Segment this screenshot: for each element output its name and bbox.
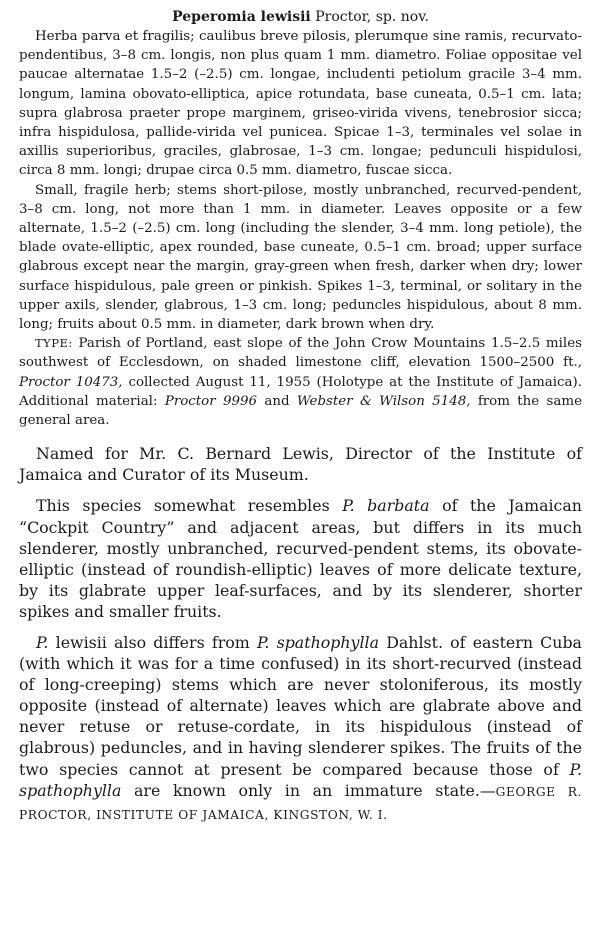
type-collector-2: Proctor 9996 — [164, 393, 258, 409]
final-species-3: P. spathophylla — [19, 759, 582, 800]
type-text-3: and — [264, 393, 290, 409]
latin-description: Herba parva et fragilis; caulibus breve pilosis, plerumque sine ramis, recurvato-pendentibus, 3–8 cm. longis, non plus quam 1 mm. diametro. Foliae oppositae vel paucae alternatae 1.5–2 (–2.5) cm. longae, includenti petiolum gracile 3–4 mm. longum, lamina obovato-elliptica, apice rotundata, base cuneata, 0.5–1 cm. lata; supra glabrosa praeter prope marginem, griseo-virida vivens, tenebrosior sicca; infra hispidulosa, pallide-virida vel punicea. Spicae 1–3, terminales vel solae in axillis superioribus, graciles, glabrosae, 1–3 cm. longae; pedunculi hispidulosi, circa 8 mm. longi; drupae circa 0.5 mm. diametro, fuscae sicca. — [19, 29, 582, 179]
final-species-2: P. spathophylla — [256, 633, 379, 653]
type-collector-3: Webster & Wilson 5148, — [296, 393, 471, 409]
species-title — [19, 8, 582, 27]
comparison-species-1: P. barbata — [342, 496, 430, 516]
author-signature: GEORGE R. PROCTOR, INSTITUTE OF JAMAICA, KINGSTON, W. I. — [19, 784, 582, 822]
type-text-4: from the same general area. — [19, 393, 582, 429]
final-species-1: P. — [36, 633, 49, 653]
type-paragraph — [19, 334, 582, 430]
final-text-3: are known only in an immature state.— — [134, 780, 496, 800]
english-description: Small, fragile herb; stems short-pilose, mostly unbranched, recurved-pendent, 3–8 cm. long, not more than 1 mm. in diameter. Leaves opposite or a few alternate, 1.5–2 (–2.5) cm. long (including the slender, 3–4 mm. long petiole), the blade ovate-elliptic, apex rounded, base cuneate, 0.5–1 cm. broad; upper surface glabrous except near the margin, gray-green when fresh, darker when dry; lower surface hispidulous, pale green or pinkish. Spikes 1–3, terminal, or solitary in the upper axils, slender, glabrous, 1–3 cm. long; peduncles hispidulous, about 8 mm. long; fruits about 0.5 mm. in diameter, dark brown when dry. — [19, 182, 582, 333]
type-collector-1: Proctor 10473, — [19, 374, 123, 390]
type-text-2: collected August 11, 1955 (Holotype at the Institute of Jamaica). Additional material: — [19, 374, 582, 409]
final-paragraph — [19, 632, 582, 826]
species-authority: Proctor, sp. nov. — [315, 9, 429, 25]
type-label: TYPE: — [35, 336, 73, 351]
comparison-text-1: This species somewhat resembles — [36, 496, 330, 516]
comparison-text-2: of the Jamaican “Cockpit Country” and adjacent areas, but differs in its much slenderer, mostly unbranched, recurved-pendent stems, its obovate-elliptic (instead of roundish-elliptic) leaves of more delicate texture, by its glabrate upper leaf-surfaces, and by its slenderer, shorter spikes and smaller fruits. — [19, 496, 582, 621]
type-text-1: Parish of Portland, east slope of the John Crow Mountains 1.5–2.5 miles southwest of Ecclesdown, on shaded limestone cliff, elevation 1500–2500 ft., — [19, 336, 582, 371]
final-text-1: lewisii also differs from — [55, 633, 250, 653]
comparison-paragraph — [19, 495, 582, 622]
species-name: Peperomia lewisii — [172, 9, 311, 25]
named-paragraph: Named for Mr. C. Bernard Lewis, Director of the Institute of Jamaica and Curator of its Museum. — [19, 444, 582, 485]
final-text-2: Dahlst. of eastern Cuba (with which it was for a time confused) in its short-recurved (instead of long-creeping) stems which are never stoloniferous, its mostly opposite (instead of alternate) leaves which are glabrate above and never retuse or retuse-cordate, in its hispidulous (instead of glabrous) peduncles, and in having slenderer spikes. The fruits of the two species cannot at present be compared because those of — [19, 633, 582, 779]
